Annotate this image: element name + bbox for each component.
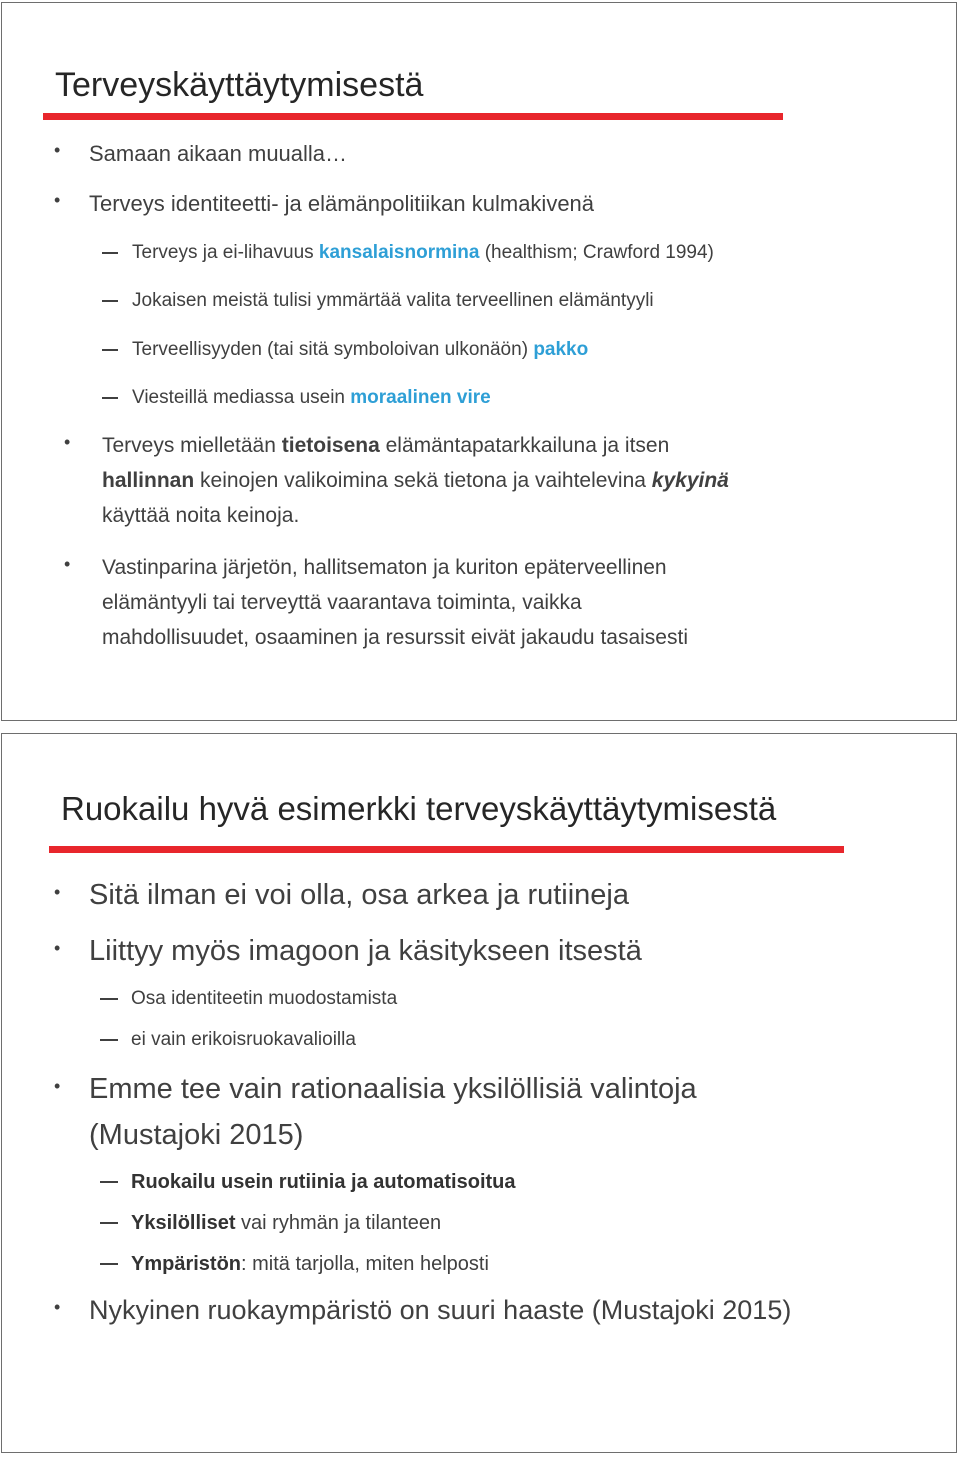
- slide-2: [1, 733, 957, 1453]
- slide-1-bullet-3-line-1: Terveys mielletään tietoisena elämäntapatarkkailuna ja itsen: [102, 434, 670, 457]
- bullet-icon: •: [54, 1076, 61, 1096]
- slide-1-title-underline: [43, 113, 783, 120]
- slide-1-bullet-1: Samaan aikaan muualla…: [89, 141, 348, 166]
- slide-2-sub-2: ei vain erikoisruokavalioilla: [131, 1029, 356, 1050]
- dash-icon: [100, 1263, 118, 1265]
- slide-1-bullet-3-line-3: käyttää noita keinoja.: [102, 504, 300, 527]
- dash-icon: [102, 300, 118, 302]
- slide-2-title-underline: [49, 846, 844, 853]
- dash-icon: [100, 1039, 118, 1041]
- slide-1: [1, 2, 957, 721]
- bullet-icon: •: [54, 1297, 61, 1317]
- slide-2-bullet-4: Nykyinen ruokaympäristö on suuri haaste (Mustajoki 2015): [89, 1295, 792, 1325]
- dash-icon: [102, 252, 118, 254]
- slide-2-title: Ruokailu hyvä esimerkki terveyskäyttäytymisestä: [61, 790, 777, 827]
- slide-1-bullet-4-line-1: Vastinparina järjetön, hallitsematon ja kuriton epäterveellinen: [102, 556, 667, 579]
- slide-1-title: Terveyskäyttäytymisestä: [55, 66, 424, 104]
- dash-icon: [100, 998, 118, 1000]
- slide-1-sub-2: Jokaisen meistä tulisi ymmärtää valita terveellinen elämäntyyli: [132, 290, 654, 311]
- bullet-icon: •: [54, 882, 61, 902]
- bullet-icon: •: [54, 190, 61, 210]
- slide-2-bullet-3-line-1: Emme tee vain rationaalisia yksilöllisiä valintoja: [89, 1073, 697, 1105]
- slide-2-sub-5: Ympäristön: mitä tarjolla, miten helposti: [131, 1253, 489, 1275]
- slide-1-bullet-4-line-2: elämäntyyli tai terveyttä vaarantava toiminta, vaikka: [102, 591, 582, 614]
- dash-icon: [102, 349, 118, 351]
- slide-1-sub-4: Viesteillä mediassa usein moraalinen vire: [132, 387, 491, 408]
- slide-1-bullet-4-line-3: mahdollisuudet, osaaminen ja resurssit eivät jakaudu tasaisesti: [102, 626, 688, 649]
- slide-2-bullet-1: Sitä ilman ei voi olla, osa arkea ja rutiineja: [89, 879, 629, 911]
- slide-1-bullet-2: Terveys identiteetti- ja elämänpolitiikan kulmakivenä: [89, 191, 595, 216]
- dash-icon: [100, 1222, 118, 1224]
- slide-1-bullet-3-line-2: hallinnan keinojen valikoimina sekä tietona ja vaihtelevina kykyinä: [102, 469, 729, 492]
- bullet-icon: •: [64, 432, 71, 452]
- slide-1-sub-3: Terveellisyyden (tai sitä symboloivan ulkonäön) pakko: [132, 339, 589, 360]
- slide-2-sub-4: Yksilölliset vai ryhmän ja tilanteen: [131, 1212, 442, 1234]
- slide-2-bullet-3-line-2: (Mustajoki 2015): [89, 1119, 304, 1151]
- bullet-icon: •: [54, 938, 61, 958]
- slide-2-sub-1: Osa identiteetin muodostamista: [131, 988, 398, 1009]
- slide-1-sub-1: Terveys ja ei-lihavuus kansalaisnormina (healthism; Crawford 1994): [132, 242, 714, 263]
- dash-icon: [102, 397, 118, 399]
- dash-icon: [100, 1181, 118, 1183]
- slide-2-sub-3: Ruokailu usein rutiinia ja automatisoitua: [131, 1171, 516, 1193]
- bullet-icon: •: [64, 554, 71, 574]
- slide-2-bullet-2: Liittyy myös imagoon ja käsitykseen itsestä: [89, 935, 642, 967]
- bullet-icon: •: [54, 140, 61, 160]
